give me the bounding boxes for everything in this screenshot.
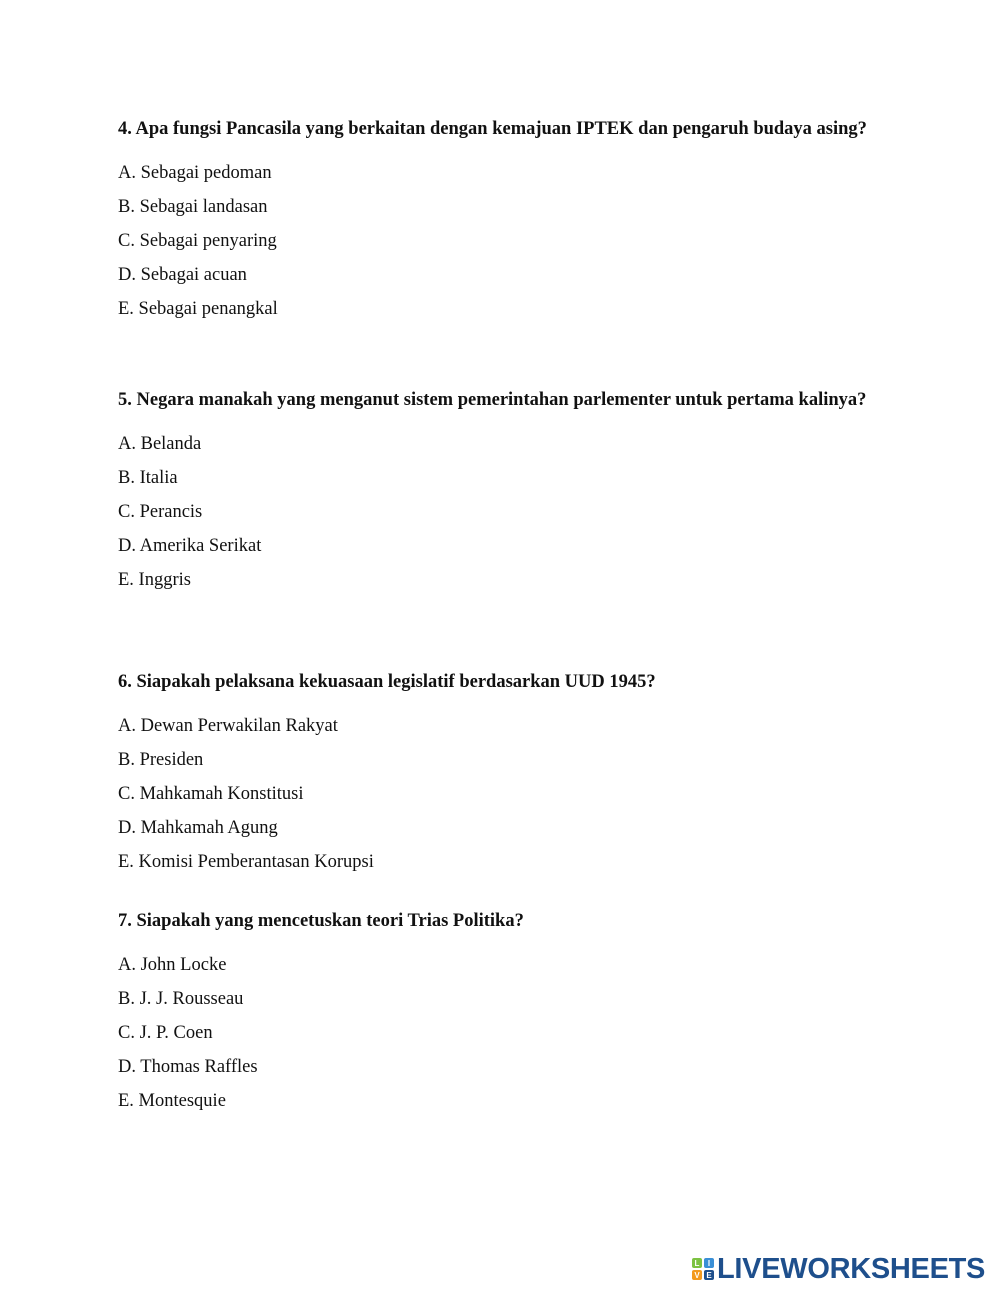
option-7b[interactable]: B. J. J. Rousseau [118, 989, 244, 1009]
option-6b[interactable]: B. Presiden [118, 750, 204, 770]
question-4 [118, 118, 878, 326]
option-5c[interactable]: C. Perancis [118, 502, 203, 522]
option-7a[interactable]: A. John Locke [118, 955, 227, 975]
question-4-options [118, 156, 878, 326]
option-7d[interactable]: D. Thomas Raffles [118, 1057, 258, 1077]
question-6 [118, 671, 878, 879]
option-4a[interactable]: A. Sebagai pedoman [118, 163, 272, 183]
question-5-options [118, 427, 878, 597]
question-5 [118, 389, 878, 597]
option-6a[interactable]: A. Dewan Perwakilan Rakyat [118, 716, 338, 736]
option-6e[interactable]: E. Komisi Pemberantasan Korupsi [118, 852, 374, 872]
question-4-title: 4. Apa fungsi Pancasila yang berkaitan dengan kemajuan IPTEK dan pengaruh budaya asing? [118, 119, 867, 139]
question-7-options [118, 948, 878, 1118]
option-7c[interactable]: C. J. P. Coen [118, 1023, 213, 1043]
question-5-title: 5. Negara manakah yang menganut sistem pemerintahan parlementer untuk pertama kalinya? [118, 390, 867, 410]
liveworksheets-logo-icon [692, 1258, 714, 1280]
option-4b[interactable]: B. Sebagai landasan [118, 197, 268, 217]
question-7 [118, 910, 878, 1118]
liveworksheets-wordmark: LIVEWORKSHEETS [717, 1253, 986, 1285]
option-5a[interactable]: A. Belanda [118, 434, 202, 454]
option-6d[interactable]: D. Mahkamah Agung [118, 818, 278, 838]
logo-letter-i: I [707, 1259, 711, 1269]
logo-letter-v: V [694, 1271, 700, 1280]
logo-letter-l: L [694, 1259, 700, 1269]
option-5e[interactable]: E. Inggris [118, 570, 191, 590]
option-4d[interactable]: D. Sebagai acuan [118, 265, 247, 285]
option-7e[interactable]: E. Montesquie [118, 1091, 226, 1111]
option-5b[interactable]: B. Italia [118, 468, 178, 488]
liveworksheets-branding [692, 1254, 985, 1284]
question-7-title: 7. Siapakah yang mencetuskan teori Trias Politika? [118, 911, 524, 931]
option-4c[interactable]: C. Sebagai penyaring [118, 231, 277, 251]
option-5d[interactable]: D. Amerika Serikat [118, 536, 262, 556]
option-4e[interactable]: E. Sebagai penangkal [118, 299, 278, 319]
logo-letter-e: E [706, 1271, 712, 1280]
question-6-title: 6. Siapakah pelaksana kekuasaan legislatif berdasarkan UUD 1945? [118, 672, 656, 692]
option-6c[interactable]: C. Mahkamah Konstitusi [118, 784, 304, 804]
question-6-options [118, 709, 878, 879]
